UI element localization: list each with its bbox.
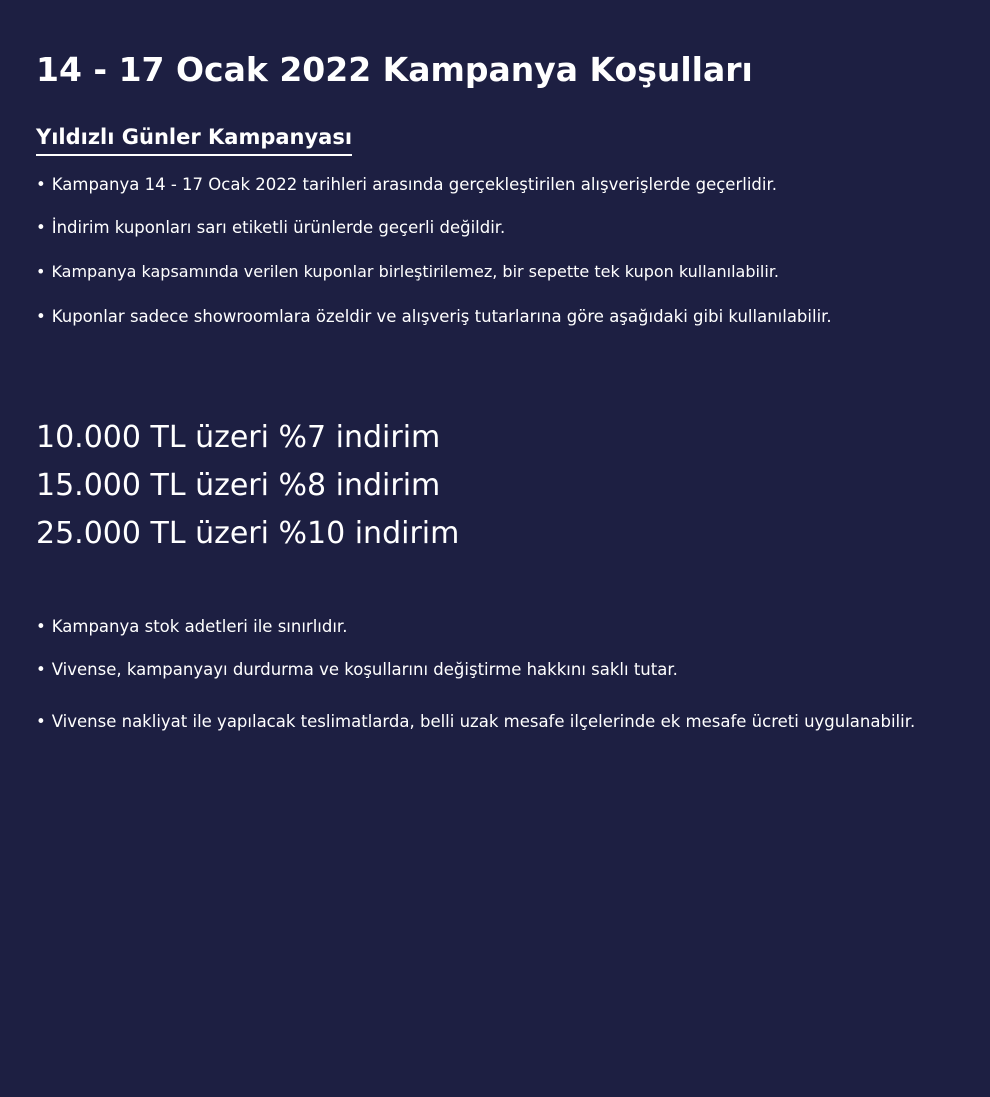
bullet-dot: • xyxy=(36,307,46,326)
bullet-dot: • xyxy=(36,262,46,281)
bullet-dot: • xyxy=(36,712,46,731)
page-title: 14 - 17 Ocak 2022 Kampanya Koşulları xyxy=(36,50,753,89)
condition-text: İndirim kuponları sarı etiketli ürünlerde geçerli değildir. xyxy=(51,218,506,237)
footer-condition-item xyxy=(36,655,961,685)
bullet-dot: • xyxy=(36,218,46,237)
condition-text: Kampanya stok adetleri ile sınırlıdır. xyxy=(51,617,348,636)
condition-item xyxy=(36,213,961,243)
condition-text: Vivense, kampanyayı durdurma ve koşullarını değiştirme hakkını saklı tutar. xyxy=(51,660,678,679)
footer-condition-item xyxy=(36,707,916,737)
condition-item xyxy=(36,170,961,200)
condition-text: Kampanya 14 - 17 Ocak 2022 tarihleri arasında gerçekleştirilen alışverişlerde geçerlidir. xyxy=(51,175,777,194)
campaign-subtitle: Yıldızlı Günler Kampanyası xyxy=(36,122,352,156)
bullet-dot: • xyxy=(36,617,46,636)
discount-tier: 25.000 TL üzeri %10 indirim xyxy=(36,516,460,551)
discount-tier-list xyxy=(36,414,936,558)
condition-text: Kampanya kapsamında verilen kuponlar birleştirilemez, bir sepette tek kupon kullanılabilir. xyxy=(51,262,780,281)
footer-condition-item xyxy=(36,612,961,642)
discount-tier: 10.000 TL üzeri %7 indirim xyxy=(36,420,441,455)
condition-text: Vivense nakliyat ile yapılacak teslimatlarda, belli uzak mesafe ilçelerinde ek mesafe ücreti uygulanabilir. xyxy=(51,712,916,731)
condition-text: Kuponlar sadece showroomlara özeldir ve alışveriş tutarlarına göre aşağıdaki gibi kullanılabilir. xyxy=(51,307,832,326)
discount-tier: 15.000 TL üzeri %8 indirim xyxy=(36,468,441,503)
condition-item xyxy=(36,257,961,287)
bullet-dot: • xyxy=(36,660,46,679)
bullet-dot: • xyxy=(36,175,46,194)
condition-item xyxy=(36,302,896,332)
